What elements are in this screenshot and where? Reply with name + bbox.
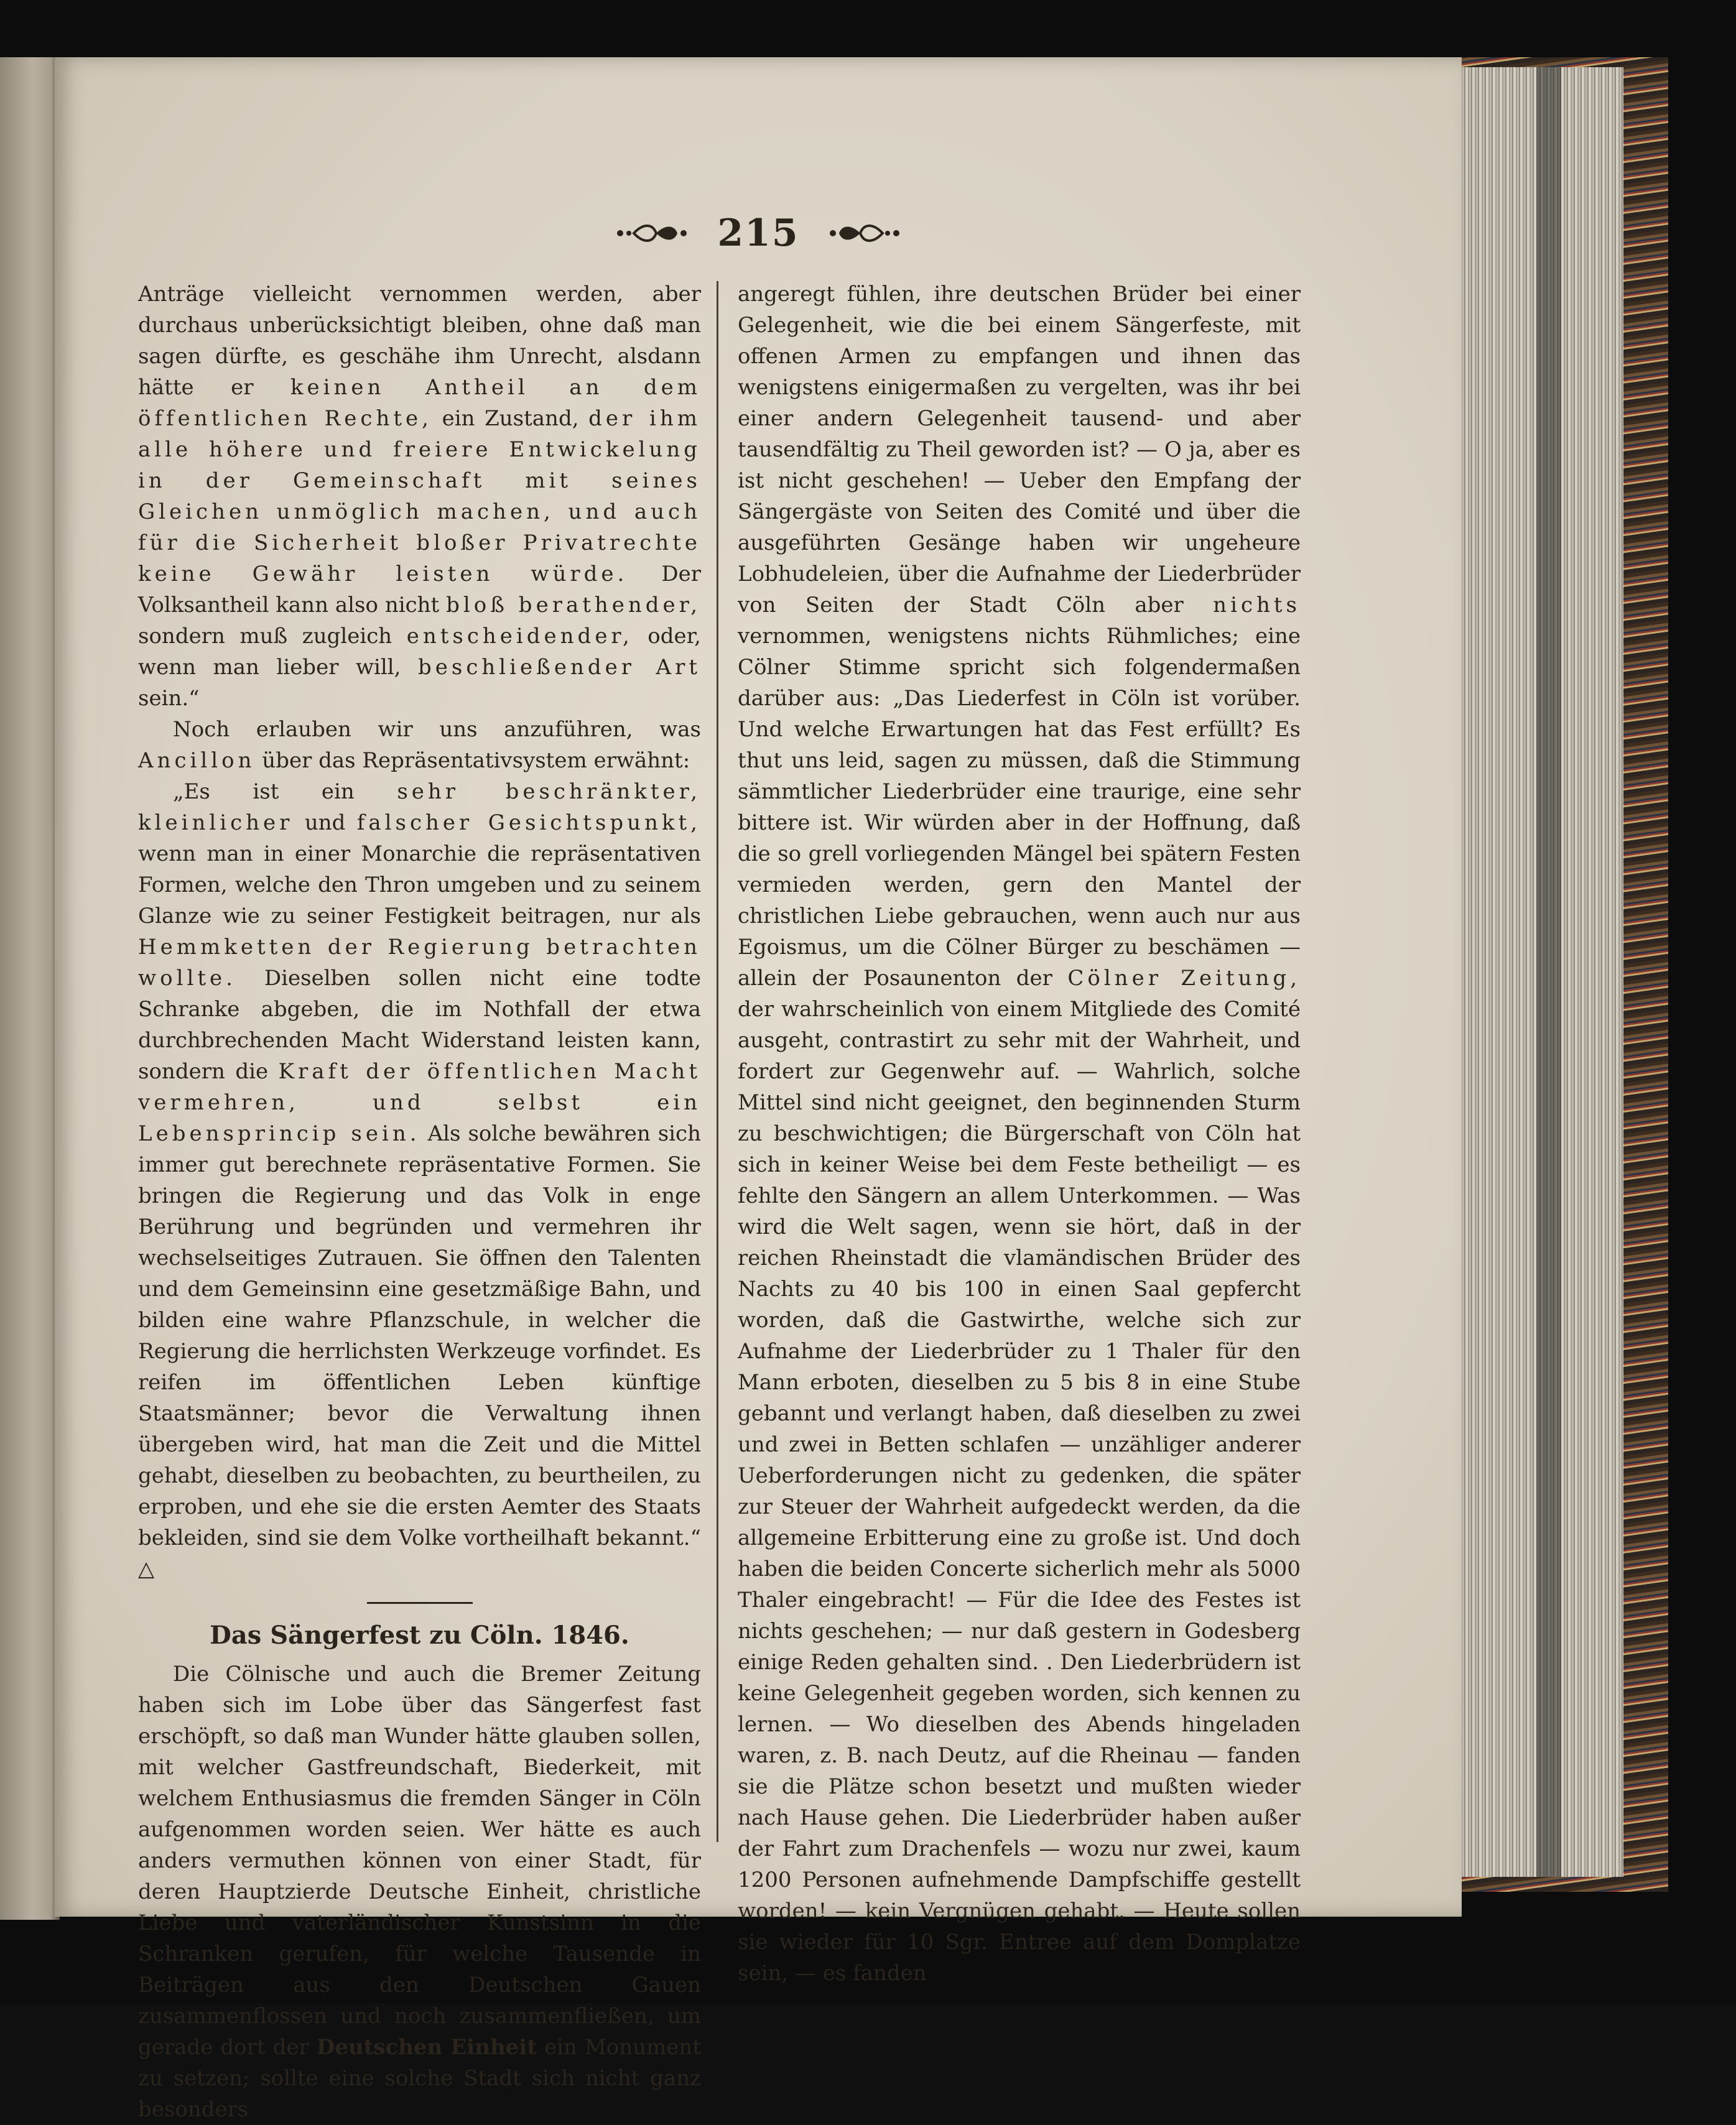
- paragraph: Anträge vielleicht vernommen werden, aber durchaus unberücksichtigt bleiben, ohne daß man sagen dürfte, es geschähe ihm Unrecht, alsdann hätte er keinen Antheil an dem öffentlichen Rechte, ein Zustand, der ihm alle höhere und freiere Entwickelung in der Gemeinschaft mit seines Gleichen unmöglich machen, und auch für die Sicherheit bloßer Privatrechte keine Gewähr leisten würde. Der Volksantheil kann also nicht bloß berathender, sondern muß zugleich entscheidender, oder, wenn man lieber will, beschließender Art sein.“: [138, 282, 702, 711]
- ornament-left-icon: [615, 221, 690, 246]
- previous-page-edge: [0, 57, 60, 1920]
- left-column: [138, 279, 701, 2125]
- quote-paragraph: „Es ist ein sehr beschränkter, kleinlicher und falscher Gesichtspunkt, wenn man in einer Monarchie die repräsentativen Formen, welche den Thron umgeben und zu seinem Glanze wie zu seiner Festigkeit beitragen, nur als Hemmketten der Regierung betrachten wollte. Dieselben sollen nicht eine todte Schranke abgeben, die im Nothfall der etwa durchbrechenden Macht Widerstand leisten kann, sondern die Kraft der öffentlichen Macht vermehren, und selbst ein Lebensprincip sein. Als solche bewähren sich immer gut berechnete repräsentative Formen. Sie bringen die Regierung und das Volk in enge Berührung und begründen und vermehren ihr wechselseitiges Zutrauen. Sie öffnen den Talenten und dem Gemeinsinn eine gesetzmäßige Bahn, und bilden eine wahre Pflanzschule, in welcher die Regierung die herrlichsten Werkzeuge vorfindet. Es reifen im öffentlichen Leben künftige Staatsmänner; bevor die Verwaltung ihnen übergeben wird, hat man die Zeit und die Mittel gehabt, dieselben zu beobachten, zu beurtheilen, zu erproben, und ehe sie die ersten Aemter des Staats bekleiden, sind sie dem Volke vortheilhaft bekannt.“ △: [138, 779, 701, 1581]
- paragraph: angeregt fühlen, ihre deutschen Brüder bei einer Gelegenheit, wie die bei einem Sängerfeste, mit offenen Armen zu empfangen und ihnen das wenigstens einigermaßen zu vergelten, was ihr bei einer andern Gelegenheit tausend- und aber tausendfältig zu Theil geworden ist? — O ja, aber es ist nicht geschehen! — Ueber den Empfang der Sängergäste von Seiten des Comité und über die ausgeführten Gesänge haben wir ungeheure Lobhudeleien, über die Aufnahme der Liederbrüder von Seiten der Stadt Cöln aber nichts vernommen, wenigstens nichts Rühmliches; eine Cölner Stimme spricht sich folgendermaßen darüber aus: „Das Liederfest in Cöln ist vorüber. Und welche Erwartungen hat das Fest erfüllt? Es thut uns leid, sagen zu müssen, daß die Stimmung sämmtlicher Liederbrüder eine traurige, eine sehr bittere ist. Wir würden aber in der Hoffnung, daß die so grell vorliegenden Mängel bei spätern Festen vermieden werden, gern den Mantel der christlichen Liebe gebrauchen, wenn auch nur aus Egoismus, um die Cölner Bürger zu beschämen — allein der Posaunenton der Cölner Zeitung, der wahrscheinlich von einem Mitgliede des Comité ausgeht, contrastirt zu sehr mit der Wahrheit, und fordert zur Gegenwehr auf. — Wahrlich, solche Mittel sind nicht geeignet, den beginnenden Sturm zu beschwichtigen; die Bürgerschaft von Cöln hat sich in keiner Weise bei dem Feste betheiligt — es fehlte den Sängern an allem Unterkommen. — Was wird die Welt sagen, wenn sie hört, daß in der reichen Rheinstadt die vlamändischen Brüder des Nachts zu 40 bis 100 in einen Saal gepfercht worden, daß die Gastwirthe, welche sich zur Aufnahme der Liederbrüder zu 1 Thaler für den Mann erboten, dieselben zu 5 bis 8 in eine Stube gebannt und verlangt haben, daß dieselben zu zwei und zwei in Betten schlafen — unzähliger anderer Ueberforderungen nicht zu gedenken, die später zur Steuer der Wahrheit aufgedeckt werden, da die allgemeine Erbitterung eine zu große ist. Und doch haben die beiden Concerte sicherlich mehr als 5000 Thaler eingebracht! — Für die Idee des Festes ist nichts geschehen; — nur daß gestern in Godesberg einige Reden gehalten sind. . Den Liederbrüdern ist keine Gelegenheit gegeben worden, sich kennen zu lernen. — Wo dieselben des Abends hingeladen waren, z. B. nach Deutz, auf die Rheinau — fanden sie die Plätze schon besetzt und mußten wieder nach Hause gehen. Die Liederbrüder haben außer der Fahrt zum Drachenfels — wozu nur zwei, kaum 1200 Personen aufnehmende Dampfschiffe gestellt worden! — kein Vergnügen gehabt. — Heute sollen sie wieder für 10 Sgr. Entree auf dem Domplatze sein, — es fanden: [738, 282, 1301, 1986]
- page-number: 215: [717, 211, 799, 255]
- right-column: [738, 279, 1301, 1989]
- paragraph: Die Cölnische und auch die Bremer Zeitung haben sich im Lobe über das Sängerfest fast erschöpft, so daß man Wunder hätte glauben sollen, mit welcher Gastfreundschaft, Biederkeit, mit welchem Enthusiasmus die fremden Sänger in Cöln aufgenommen worden seien. Wer hätte es auch anders vermuthen können von einer Stadt, für deren Hauptzierde Deutsche Einheit, christliche Liebe und vaterländischer Kunstsinn in die Schranken gerufen, für welche Tausende in Beiträgen aus den Deutschen Gauen zusammenflossen und noch zusammenfließen, um gerade dort der Deutschen Einheit ein Monument zu setzen; sollte eine solche Stadt sich nicht ganz besonders: [138, 1662, 701, 2122]
- page-stack-shadow: [1536, 67, 1561, 1877]
- ornament-right-icon: [827, 221, 901, 246]
- section-rule: [367, 1602, 473, 1604]
- column-divider: [717, 281, 718, 1842]
- book-page: [55, 57, 1462, 2122]
- page-header: [55, 211, 1462, 255]
- section-heading: Das Sängerfest zu Cöln. 1846.: [210, 1621, 629, 1650]
- paragraph: Noch erlauben wir uns anzuführen, was Ancillon über das Repräsentativsystem erwähnt:: [138, 717, 701, 773]
